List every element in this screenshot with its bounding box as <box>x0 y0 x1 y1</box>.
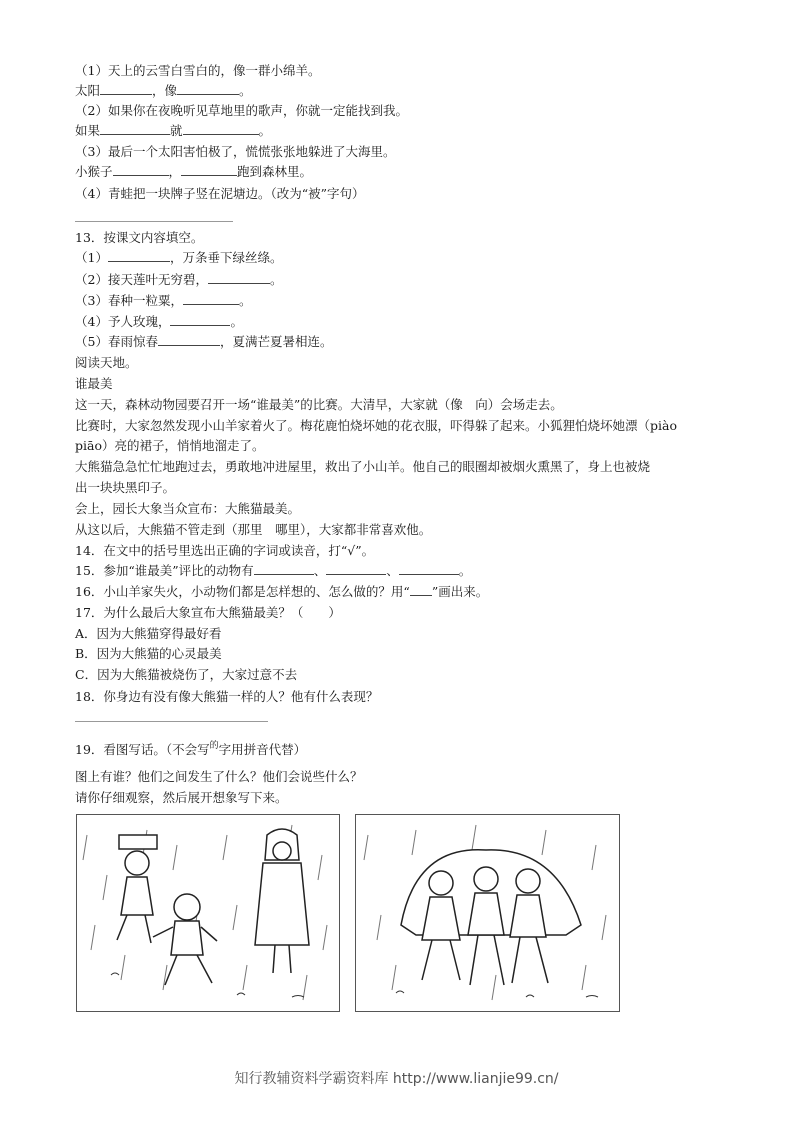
q13-item-4 <box>75 313 243 331</box>
story-paragraph-2: 比赛时，大家忽然发现小山羊家着火了。梅花鹿怕烧坏她的花衣服，吓得躲了起来。小狐狸怕烧坏她漂（piào <box>75 418 677 433</box>
story-paragraph-5: 从这以后，大熊猫不管走到（那里 哪里），大家都非常喜欢他。 <box>75 522 432 537</box>
text: 如果 <box>75 123 101 138</box>
text: 、 <box>386 563 399 578</box>
text: 15．参加“谁最美”评比的动物有 <box>75 563 254 578</box>
text: 19．看图写话。（不会写 <box>75 742 210 757</box>
question-13: 13．按课文内容填空。 <box>75 230 204 245</box>
q13-item-2 <box>75 271 282 289</box>
sentence-2-answer <box>75 122 271 140</box>
sentence-3: （3）最后一个太阳害怕极了，慌慌张张地躲进了大海里。 <box>75 144 396 159</box>
blank[interactable] <box>326 562 386 575</box>
text: 。 <box>269 272 283 287</box>
question-16 <box>75 583 488 601</box>
text: 。 <box>258 123 272 138</box>
footer-watermark: 知行教辅资料学霸资料库 http://www.lianjie99.cn/ <box>234 1071 559 1087</box>
text: 。 <box>238 293 252 308</box>
text: 小猴子 <box>75 164 113 179</box>
question-15 <box>75 562 471 580</box>
story-paragraph-4: 会上，园长大象当众宣布：大熊猫最美。 <box>75 501 301 516</box>
text: 跑到森林里。 <box>237 164 313 179</box>
text: （2）接天莲叶无穷碧， <box>75 272 208 287</box>
q13-item-1 <box>75 249 282 267</box>
sentence-1: （1）天上的云雪白雪白的，像一群小绵羊。 <box>75 63 321 78</box>
q19-prompt-2: 请你仔细观察，然后展开想象写下来。 <box>75 790 288 805</box>
q13-item-3 <box>75 292 251 310</box>
answer-line[interactable] <box>75 221 233 222</box>
q19-prompt-1: 图上有谁？他们之间发生了什么？他们会说些什么？ <box>75 769 363 784</box>
rain-scene-2-illustration <box>356 815 619 1011</box>
q17-option-a[interactable]: A．因为大熊猫穿得最好看 <box>75 626 222 641</box>
text: 。 <box>230 314 243 329</box>
question-19 <box>75 741 306 759</box>
sentence-4: （4）青蛙把一块牌子竖在泥塘边。（改为“被”字句） <box>75 186 365 201</box>
text: ，像 <box>152 83 178 98</box>
story-paragraph-3-cont: 出一块块黑印子。 <box>75 480 176 495</box>
text: （4）予人玫瑰， <box>75 314 171 329</box>
text: 就 <box>170 123 183 138</box>
text: （1） <box>75 250 108 265</box>
text: ，夏满芒夏暑相连。 <box>219 334 333 349</box>
blank[interactable] <box>399 562 459 575</box>
text: 。 <box>239 83 252 98</box>
sentence-1-answer <box>75 82 252 100</box>
story-paragraph-3: 大熊猫急急忙忙地跑过去，勇敢地冲进屋里，救出了小山羊。他自己的眼圈却被烟火熏黑了，身上也被烧 <box>75 459 651 474</box>
q13-item-5 <box>75 333 332 351</box>
text: 、 <box>313 563 327 578</box>
text: 16．小山羊家失火，小动物们都是怎样想的、怎么做的？用“ <box>75 584 410 599</box>
story-title: 谁最美 <box>75 376 113 391</box>
q17-option-b[interactable]: B．因为大熊猫的心灵最美 <box>75 646 222 661</box>
text: （5）春雨惊春 <box>75 334 158 349</box>
blank[interactable] <box>208 271 270 284</box>
blank[interactable] <box>113 163 169 176</box>
text: ”画出来。 <box>431 584 489 599</box>
text: 太阳 <box>75 83 101 98</box>
blank[interactable] <box>100 122 170 135</box>
text: 。 <box>458 563 472 578</box>
blank[interactable] <box>158 333 220 346</box>
rain-scene-1-illustration <box>77 815 339 1011</box>
sentence-2: （2）如果你在夜晚听见草地里的歌声，你就一定能找到我。 <box>75 103 408 118</box>
blank[interactable] <box>170 313 230 326</box>
blank[interactable] <box>108 249 170 262</box>
text: ，万条垂下绿丝绦。 <box>169 250 283 265</box>
blank[interactable] <box>183 292 239 305</box>
picture-1 <box>76 814 340 1012</box>
question-14: 14．在文中的括号里选出正确的字词或读音，打“√”。 <box>75 543 375 558</box>
blank[interactable] <box>100 82 152 95</box>
q17-option-c[interactable]: C．因为大熊猫被烧伤了，大家过意不去 <box>75 667 298 682</box>
reading-section-title: 阅读天地。 <box>75 355 138 370</box>
blank[interactable] <box>181 163 237 176</box>
question-17: 17．为什么最后大象宣布大熊猫最美？（ ） <box>75 605 341 620</box>
blank[interactable] <box>177 82 239 95</box>
answer-line[interactable] <box>75 721 268 722</box>
picture-2 <box>355 814 620 1012</box>
story-paragraph-1: 这一天，森林动物园要召开一场“谁最美”的比赛。大清早，大家就（像 向）会场走去。 <box>75 397 563 412</box>
sentence-3-answer <box>75 163 312 181</box>
underline-sample <box>410 583 432 596</box>
text: 字用拼音代替） <box>218 742 307 757</box>
blank[interactable] <box>254 562 314 575</box>
story-paragraph-2-cont: piāo）亮的裙子，悄悄地溜走了。 <box>75 438 265 453</box>
text: （3）春种一粒粟， <box>75 293 183 308</box>
text: 的 <box>209 741 219 751</box>
text: ， <box>168 164 182 179</box>
blank[interactable] <box>183 122 259 135</box>
question-18: 18．你身边有没有像大熊猫一样的人？他有什么表现？ <box>75 689 379 704</box>
